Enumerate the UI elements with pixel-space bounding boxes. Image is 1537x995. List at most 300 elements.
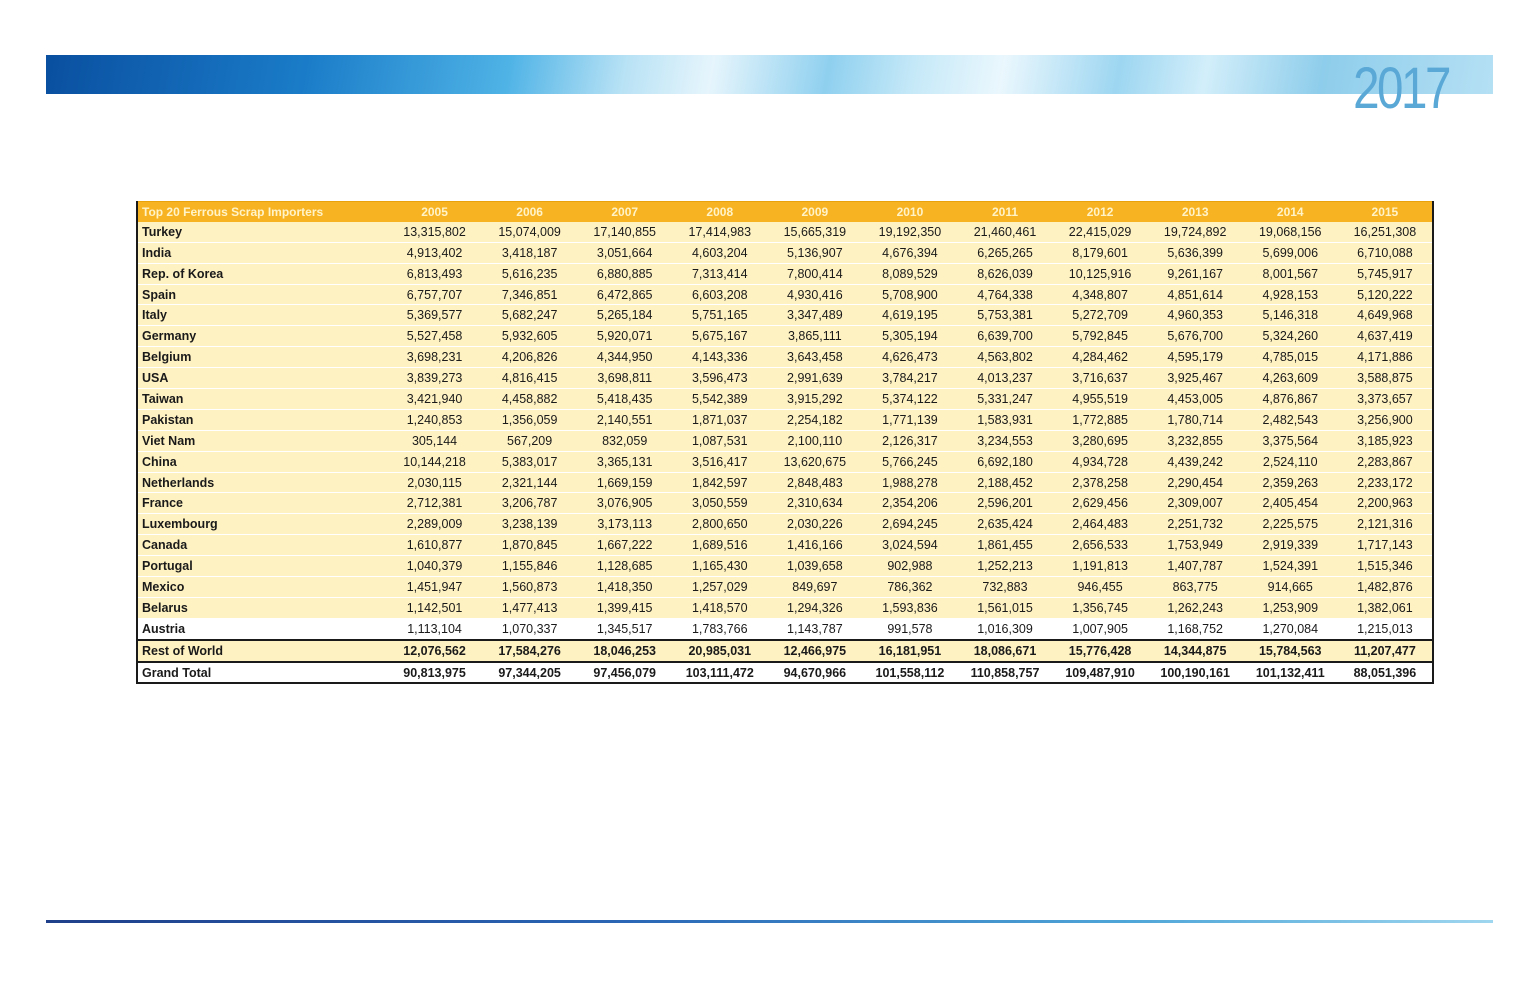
value-cell: 1,515,346 (1338, 556, 1433, 577)
value-cell: 2,251,732 (1148, 514, 1243, 535)
value-cell: 6,265,265 (957, 242, 1052, 263)
value-cell: 97,344,205 (482, 662, 577, 684)
value-cell: 14,344,875 (1148, 640, 1243, 662)
value-cell: 7,800,414 (767, 263, 862, 284)
value-cell: 15,074,009 (482, 222, 577, 242)
value-cell: 1,113,104 (387, 618, 482, 639)
value-cell: 3,238,139 (482, 514, 577, 535)
value-cell: 1,039,658 (767, 556, 862, 577)
value-cell: 16,181,951 (862, 640, 957, 662)
value-cell: 4,676,394 (862, 242, 957, 263)
value-cell: 2,140,551 (577, 409, 672, 430)
value-cell: 5,305,194 (862, 326, 957, 347)
country-name: Canada (137, 535, 387, 556)
value-cell: 101,132,411 (1243, 662, 1338, 684)
value-cell: 863,775 (1148, 577, 1243, 598)
value-cell: 2,359,263 (1243, 472, 1338, 493)
value-cell: 2,121,316 (1338, 514, 1433, 535)
value-cell: 2,524,110 (1243, 451, 1338, 472)
value-cell: 100,190,161 (1148, 662, 1243, 684)
value-cell: 18,086,671 (957, 640, 1052, 662)
importers-table (136, 201, 1434, 684)
country-name: Pakistan (137, 409, 387, 430)
value-cell: 1,356,745 (1053, 597, 1148, 618)
value-cell: 5,369,577 (387, 305, 482, 326)
country-name: Austria (137, 618, 387, 639)
value-cell: 4,764,338 (957, 284, 1052, 305)
value-cell: 12,076,562 (387, 640, 482, 662)
value-cell: 3,347,489 (767, 305, 862, 326)
value-cell: 1,667,222 (577, 535, 672, 556)
value-cell: 5,745,917 (1338, 263, 1433, 284)
value-cell: 5,331,247 (957, 389, 1052, 410)
value-cell: 1,780,714 (1148, 409, 1243, 430)
value-cell: 2,635,424 (957, 514, 1052, 535)
value-cell: 2,354,206 (862, 493, 957, 514)
value-cell: 2,200,963 (1338, 493, 1433, 514)
header-year: 2009 (767, 202, 862, 222)
value-cell: 6,710,088 (1338, 242, 1433, 263)
value-cell: 4,013,237 (957, 368, 1052, 389)
value-cell: 1,382,061 (1338, 597, 1433, 618)
value-cell: 110,858,757 (957, 662, 1052, 684)
value-cell: 16,251,308 (1338, 222, 1433, 242)
table-body (137, 222, 1433, 684)
value-cell: 12,466,975 (767, 640, 862, 662)
value-cell: 1,143,787 (767, 618, 862, 639)
footer-rule (46, 920, 1493, 923)
value-cell: 2,030,226 (767, 514, 862, 535)
value-cell: 21,460,461 (957, 222, 1052, 242)
value-cell: 4,143,336 (672, 347, 767, 368)
value-cell: 4,876,867 (1243, 389, 1338, 410)
value-cell: 3,024,594 (862, 535, 957, 556)
value-cell: 5,699,006 (1243, 242, 1338, 263)
value-cell: 15,665,319 (767, 222, 862, 242)
table-row (137, 326, 1433, 347)
value-cell: 3,256,900 (1338, 409, 1433, 430)
value-cell: 3,915,292 (767, 389, 862, 410)
value-cell: 9,261,167 (1148, 263, 1243, 284)
value-cell: 1,016,309 (957, 618, 1052, 639)
value-cell: 1,270,084 (1243, 618, 1338, 639)
table-row (137, 493, 1433, 514)
value-cell: 11,207,477 (1338, 640, 1433, 662)
value-cell: 1,087,531 (672, 430, 767, 451)
table-row (137, 368, 1433, 389)
value-cell: 3,234,553 (957, 430, 1052, 451)
value-cell: 5,418,435 (577, 389, 672, 410)
value-cell: 1,252,213 (957, 556, 1052, 577)
country-name: China (137, 451, 387, 472)
value-cell: 2,991,639 (767, 368, 862, 389)
value-cell: 3,232,855 (1148, 430, 1243, 451)
value-cell: 22,415,029 (1053, 222, 1148, 242)
header-year: 2005 (387, 202, 482, 222)
country-name: Rep. of Korea (137, 263, 387, 284)
value-cell: 3,716,637 (1053, 368, 1148, 389)
importers-table-container (136, 201, 1434, 684)
table-row (137, 284, 1433, 305)
value-cell: 4,439,242 (1148, 451, 1243, 472)
value-cell: 2,656,533 (1053, 535, 1148, 556)
value-cell: 1,561,015 (957, 597, 1052, 618)
value-cell: 19,068,156 (1243, 222, 1338, 242)
value-cell: 1,356,059 (482, 409, 577, 430)
value-cell: 4,851,614 (1148, 284, 1243, 305)
value-cell: 5,753,381 (957, 305, 1052, 326)
table-row (137, 409, 1433, 430)
value-cell: 4,637,419 (1338, 326, 1433, 347)
value-cell: 991,578 (862, 618, 957, 639)
value-cell: 1,007,905 (1053, 618, 1148, 639)
value-cell: 4,458,882 (482, 389, 577, 410)
value-cell: 2,225,575 (1243, 514, 1338, 535)
value-cell: 1,345,517 (577, 618, 672, 639)
value-cell: 101,558,112 (862, 662, 957, 684)
value-cell: 17,414,983 (672, 222, 767, 242)
value-cell: 2,800,650 (672, 514, 767, 535)
value-cell: 6,639,700 (957, 326, 1052, 347)
value-cell: 103,111,472 (672, 662, 767, 684)
header-year: 2010 (862, 202, 957, 222)
value-cell: 88,051,396 (1338, 662, 1433, 684)
country-name: Rest of World (137, 640, 387, 662)
value-cell: 2,464,483 (1053, 514, 1148, 535)
value-cell: 1,583,931 (957, 409, 1052, 430)
value-cell: 2,629,456 (1053, 493, 1148, 514)
value-cell: 1,861,455 (957, 535, 1052, 556)
value-cell: 13,315,802 (387, 222, 482, 242)
value-cell: 3,373,657 (1338, 389, 1433, 410)
value-cell: 10,144,218 (387, 451, 482, 472)
value-cell: 4,619,195 (862, 305, 957, 326)
value-cell: 7,313,414 (672, 263, 767, 284)
value-cell: 94,670,966 (767, 662, 862, 684)
value-cell: 849,697 (767, 577, 862, 598)
value-cell: 1,610,877 (387, 535, 482, 556)
value-cell: 4,344,950 (577, 347, 672, 368)
value-cell: 5,920,071 (577, 326, 672, 347)
country-name: Viet Nam (137, 430, 387, 451)
value-cell: 6,880,885 (577, 263, 672, 284)
value-cell: 1,168,752 (1148, 618, 1243, 639)
country-name: Belarus (137, 597, 387, 618)
value-cell: 2,290,454 (1148, 472, 1243, 493)
value-cell: 20,985,031 (672, 640, 767, 662)
value-cell: 1,155,846 (482, 556, 577, 577)
value-cell: 1,669,159 (577, 472, 672, 493)
value-cell: 19,192,350 (862, 222, 957, 242)
value-cell: 3,206,787 (482, 493, 577, 514)
table-row (137, 577, 1433, 598)
country-name: Germany (137, 326, 387, 347)
country-name: Luxembourg (137, 514, 387, 535)
value-cell: 6,472,865 (577, 284, 672, 305)
value-cell: 6,692,180 (957, 451, 1052, 472)
value-cell: 1,418,350 (577, 577, 672, 598)
country-name: Portugal (137, 556, 387, 577)
value-cell: 1,142,501 (387, 597, 482, 618)
value-cell: 1,240,853 (387, 409, 482, 430)
value-cell: 305,144 (387, 430, 482, 451)
value-cell: 1,477,413 (482, 597, 577, 618)
country-name: Turkey (137, 222, 387, 242)
value-cell: 4,934,728 (1053, 451, 1148, 472)
header-year: 2014 (1243, 202, 1338, 222)
value-cell: 19,724,892 (1148, 222, 1243, 242)
country-name: Grand Total (137, 662, 387, 684)
value-cell: 15,776,428 (1053, 640, 1148, 662)
value-cell: 3,365,131 (577, 451, 672, 472)
value-cell: 1,988,278 (862, 472, 957, 493)
table-row (137, 389, 1433, 410)
value-cell: 3,596,473 (672, 368, 767, 389)
value-cell: 1,593,836 (862, 597, 957, 618)
value-cell: 3,925,467 (1148, 368, 1243, 389)
value-cell: 1,416,166 (767, 535, 862, 556)
value-cell: 732,883 (957, 577, 1052, 598)
value-cell: 2,596,201 (957, 493, 1052, 514)
value-cell: 2,482,543 (1243, 409, 1338, 430)
value-cell: 5,708,900 (862, 284, 957, 305)
table-row (137, 242, 1433, 263)
header-year: 2013 (1148, 202, 1243, 222)
value-cell: 4,206,826 (482, 347, 577, 368)
value-cell: 109,487,910 (1053, 662, 1148, 684)
value-cell: 2,309,007 (1148, 493, 1243, 514)
value-cell: 3,839,273 (387, 368, 482, 389)
value-cell: 4,595,179 (1148, 347, 1243, 368)
value-cell: 4,263,609 (1243, 368, 1338, 389)
value-cell: 2,405,454 (1243, 493, 1338, 514)
value-cell: 5,616,235 (482, 263, 577, 284)
value-cell: 3,588,875 (1338, 368, 1433, 389)
value-cell: 13,620,675 (767, 451, 862, 472)
value-cell: 4,928,153 (1243, 284, 1338, 305)
value-cell: 2,378,258 (1053, 472, 1148, 493)
table-row (137, 514, 1433, 535)
table-row (137, 472, 1433, 493)
value-cell: 1,560,873 (482, 577, 577, 598)
table-header (137, 202, 1433, 222)
value-cell: 1,257,029 (672, 577, 767, 598)
value-cell: 6,757,707 (387, 284, 482, 305)
value-cell: 3,643,458 (767, 347, 862, 368)
value-cell: 1,717,143 (1338, 535, 1433, 556)
value-cell: 4,284,462 (1053, 347, 1148, 368)
value-cell: 97,456,079 (577, 662, 672, 684)
value-cell: 3,280,695 (1053, 430, 1148, 451)
value-cell: 6,813,493 (387, 263, 482, 284)
value-cell: 1,451,947 (387, 577, 482, 598)
value-cell: 10,125,916 (1053, 263, 1148, 284)
value-cell: 1,407,787 (1148, 556, 1243, 577)
value-cell: 4,930,416 (767, 284, 862, 305)
table-row (137, 305, 1433, 326)
value-cell: 5,265,184 (577, 305, 672, 326)
value-cell: 1,165,430 (672, 556, 767, 577)
value-cell: 5,766,245 (862, 451, 957, 472)
value-cell: 902,988 (862, 556, 957, 577)
value-cell: 4,453,005 (1148, 389, 1243, 410)
country-name: India (137, 242, 387, 263)
country-name: Netherlands (137, 472, 387, 493)
value-cell: 567,209 (482, 430, 577, 451)
value-cell: 3,784,217 (862, 368, 957, 389)
value-cell: 2,289,009 (387, 514, 482, 535)
value-cell: 4,563,802 (957, 347, 1052, 368)
value-cell: 1,524,391 (1243, 556, 1338, 577)
value-cell: 2,848,483 (767, 472, 862, 493)
value-cell: 1,482,876 (1338, 577, 1433, 598)
value-cell: 3,375,564 (1243, 430, 1338, 451)
value-cell: 946,455 (1053, 577, 1148, 598)
value-cell: 5,751,165 (672, 305, 767, 326)
table-row (137, 597, 1433, 618)
value-cell: 1,294,326 (767, 597, 862, 618)
table-row (137, 430, 1433, 451)
table-row (137, 222, 1433, 242)
value-cell: 2,254,182 (767, 409, 862, 430)
value-cell: 3,173,113 (577, 514, 672, 535)
value-cell: 1,783,766 (672, 618, 767, 639)
value-cell: 90,813,975 (387, 662, 482, 684)
value-cell: 3,421,940 (387, 389, 482, 410)
country-name: Italy (137, 305, 387, 326)
value-cell: 1,070,337 (482, 618, 577, 639)
value-cell: 17,584,276 (482, 640, 577, 662)
value-cell: 2,283,867 (1338, 451, 1433, 472)
value-cell: 2,100,110 (767, 430, 862, 451)
value-cell: 1,040,379 (387, 556, 482, 577)
value-cell: 1,215,013 (1338, 618, 1433, 639)
header-year: 2012 (1053, 202, 1148, 222)
year-label: 2017 (1353, 56, 1449, 121)
value-cell: 5,682,247 (482, 305, 577, 326)
value-cell: 5,542,389 (672, 389, 767, 410)
value-cell: 4,816,415 (482, 368, 577, 389)
value-cell: 15,784,563 (1243, 640, 1338, 662)
value-cell: 2,694,245 (862, 514, 957, 535)
value-cell: 2,310,634 (767, 493, 862, 514)
value-cell: 5,636,399 (1148, 242, 1243, 263)
value-cell: 4,171,886 (1338, 347, 1433, 368)
value-cell: 5,527,458 (387, 326, 482, 347)
value-cell: 5,374,122 (862, 389, 957, 410)
value-cell: 786,362 (862, 577, 957, 598)
value-cell: 1,772,885 (1053, 409, 1148, 430)
value-cell: 1,128,685 (577, 556, 672, 577)
country-name: USA (137, 368, 387, 389)
value-cell: 18,046,253 (577, 640, 672, 662)
country-name: France (137, 493, 387, 514)
value-cell: 8,001,567 (1243, 263, 1338, 284)
header-year: 2015 (1338, 202, 1433, 222)
header-title: Top 20 Ferrous Scrap Importers (137, 202, 387, 222)
value-cell: 4,955,519 (1053, 389, 1148, 410)
value-cell: 5,146,318 (1243, 305, 1338, 326)
table-row (137, 535, 1433, 556)
value-cell: 5,383,017 (482, 451, 577, 472)
value-cell: 1,191,813 (1053, 556, 1148, 577)
value-cell: 5,675,167 (672, 326, 767, 347)
value-cell: 1,253,909 (1243, 597, 1338, 618)
value-cell: 3,698,231 (387, 347, 482, 368)
value-cell: 1,753,949 (1148, 535, 1243, 556)
value-cell: 1,870,845 (482, 535, 577, 556)
value-cell: 2,126,317 (862, 430, 957, 451)
value-cell: 832,059 (577, 430, 672, 451)
value-cell: 4,913,402 (387, 242, 482, 263)
header-year: 2006 (482, 202, 577, 222)
value-cell: 2,919,339 (1243, 535, 1338, 556)
country-name: Mexico (137, 577, 387, 598)
value-cell: 3,076,905 (577, 493, 672, 514)
value-cell: 2,321,144 (482, 472, 577, 493)
value-cell: 8,179,601 (1053, 242, 1148, 263)
value-cell: 4,649,968 (1338, 305, 1433, 326)
country-name: Spain (137, 284, 387, 305)
value-cell: 5,120,222 (1338, 284, 1433, 305)
rest-of-world-row (137, 640, 1433, 662)
table-row (137, 263, 1433, 284)
header-row (137, 202, 1433, 222)
value-cell: 1,771,139 (862, 409, 957, 430)
value-cell: 3,185,923 (1338, 430, 1433, 451)
header-year: 2011 (957, 202, 1052, 222)
value-cell: 1,871,037 (672, 409, 767, 430)
value-cell: 3,865,111 (767, 326, 862, 347)
value-cell: 1,418,570 (672, 597, 767, 618)
table-row (137, 618, 1433, 639)
header-year: 2007 (577, 202, 672, 222)
value-cell: 4,960,353 (1148, 305, 1243, 326)
value-cell: 1,399,415 (577, 597, 672, 618)
value-cell: 3,050,559 (672, 493, 767, 514)
value-cell: 17,140,855 (577, 222, 672, 242)
value-cell: 3,051,664 (577, 242, 672, 263)
value-cell: 4,348,807 (1053, 284, 1148, 305)
header-banner (46, 55, 1493, 94)
value-cell: 4,603,204 (672, 242, 767, 263)
country-name: Taiwan (137, 389, 387, 410)
value-cell: 2,188,452 (957, 472, 1052, 493)
value-cell: 5,676,700 (1148, 326, 1243, 347)
value-cell: 5,136,907 (767, 242, 862, 263)
value-cell: 8,089,529 (862, 263, 957, 284)
value-cell: 8,626,039 (957, 263, 1052, 284)
value-cell: 3,698,811 (577, 368, 672, 389)
value-cell: 7,346,851 (482, 284, 577, 305)
country-name: Belgium (137, 347, 387, 368)
value-cell: 914,665 (1243, 577, 1338, 598)
value-cell: 5,272,709 (1053, 305, 1148, 326)
value-cell: 3,418,187 (482, 242, 577, 263)
value-cell: 6,603,208 (672, 284, 767, 305)
grand-total-row (137, 662, 1433, 684)
value-cell: 2,712,381 (387, 493, 482, 514)
table-row (137, 347, 1433, 368)
value-cell: 3,516,417 (672, 451, 767, 472)
value-cell: 4,626,473 (862, 347, 957, 368)
value-cell: 1,689,516 (672, 535, 767, 556)
value-cell: 1,262,243 (1148, 597, 1243, 618)
table-row (137, 556, 1433, 577)
value-cell: 5,932,605 (482, 326, 577, 347)
value-cell: 2,233,172 (1338, 472, 1433, 493)
table-row (137, 451, 1433, 472)
